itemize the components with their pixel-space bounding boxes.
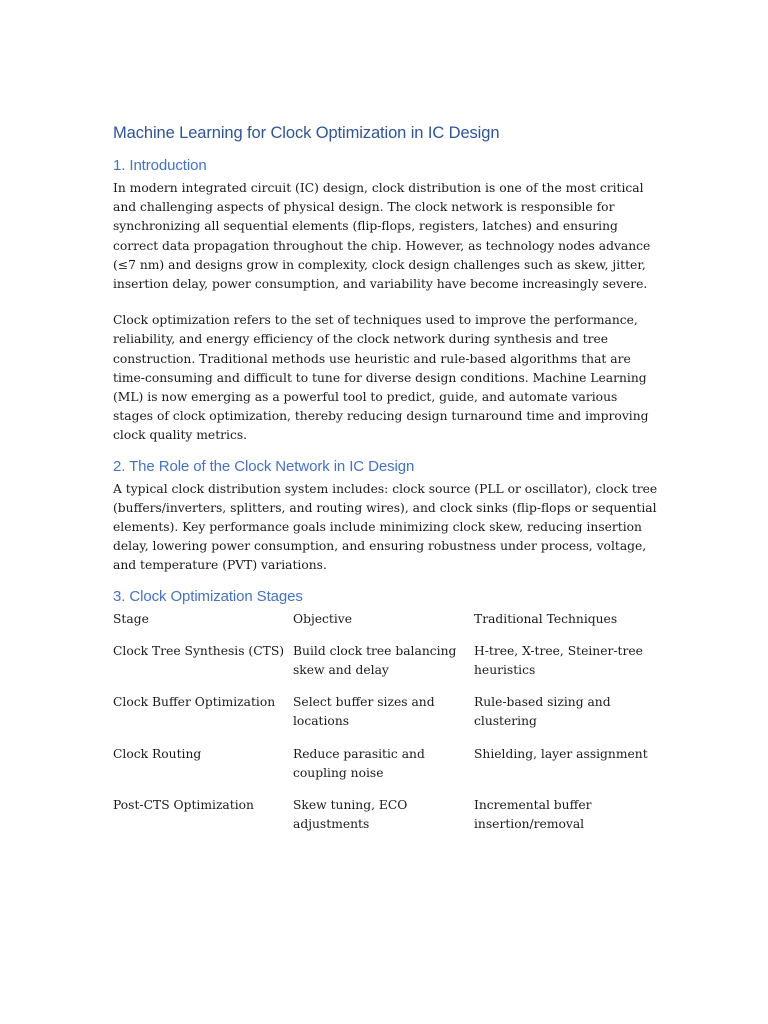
table-row — [113, 796, 658, 847]
section-spacer — [113, 576, 658, 588]
table-cell-stage: Post-CTS Optimization — [113, 798, 254, 813]
table-row — [113, 745, 658, 796]
table-cell-stage: Clock Buffer Optimization — [113, 695, 276, 710]
table-header-row — [113, 610, 658, 642]
section-heading-introduction: 1. Introduction — [113, 157, 207, 174]
table-cell-objective: Skew tuning, ECO adjustments — [293, 798, 408, 832]
table-cell-stage: Clock Tree Synthesis (CTS) — [113, 643, 285, 658]
section-spacer — [113, 446, 658, 458]
section-heading-clock-network: 2. The Role of the Clock Network in IC Design — [113, 457, 415, 475]
section-heading-optimization-stages: 3. Clock Optimization Stages — [113, 587, 303, 605]
table-cell-stage: Clock Routing — [113, 746, 202, 761]
table-header-objective: Objective — [293, 611, 353, 626]
table-cell-techniques: H-tree, X-tree, Steiner-tree heuristics — [474, 643, 643, 678]
clock-network-paragraph: A typical clock distribution system includes: clock source (PLL or oscillator), clock tree (buffers/inverters, splitters, and routing wires), and clock sinks (flip-flops or sequential elements). Key performance goals include minimizing clock skew, reducing insertion delay, lowering power consumption, and ensuring robustness under process, voltage, and temperature (PVT) variations. — [113, 481, 658, 573]
paragraph-spacer — [113, 294, 658, 311]
table-cell-objective: Reduce parasitic and coupling noise — [293, 746, 425, 780]
table-header-techniques: Traditional Techniques — [474, 611, 618, 626]
table-header-stage: Stage — [113, 611, 149, 626]
intro-paragraph-1: In modern integrated circuit (IC) design, clock distribution is one of the most critical and challenging aspects of physical design. The clock network is responsible for synchronizing all sequential elements (flip-flops, registers, latches) and ensuring correct data propagation throughout the chip. However, as technology nodes advance (≤7 nm) and designs grow in complexity, clock design challenges such as skew, jitter, insertion delay, power consumption, and variability have become increasingly severe. — [113, 181, 651, 292]
intro-paragraph-2: Clock optimization refers to the set of techniques used to improve the performance, reliability, and energy efficiency of the clock network during synthesis and tree construction. Traditional methods use heuristic and rule-based algorithms that are time-consuming and difficult to tune for diverse design conditions. Machine Learning (ML) is now emerging as a powerful tool to predict, guide, and automate various stages of clock optimization, thereby reducing design turnaround time and improving clock quality metrics. — [113, 313, 649, 443]
table-row — [113, 642, 658, 693]
table-cell-objective: Select buffer sizes and locations — [293, 695, 435, 729]
table-row — [113, 693, 658, 744]
table-cell-techniques: Shielding, layer assignment — [474, 746, 648, 761]
table-cell-techniques: Rule-based sizing and clustering — [474, 695, 611, 729]
table-cell-techniques: Incremental buffer insertion/removal — [474, 798, 592, 832]
document-title: Machine Learning for Clock Optimization in IC Design — [113, 124, 500, 142]
table-cell-objective: Build clock tree balancing skew and delay — [293, 643, 457, 678]
optimization-stages-table — [113, 610, 658, 848]
document-page — [113, 124, 658, 847]
